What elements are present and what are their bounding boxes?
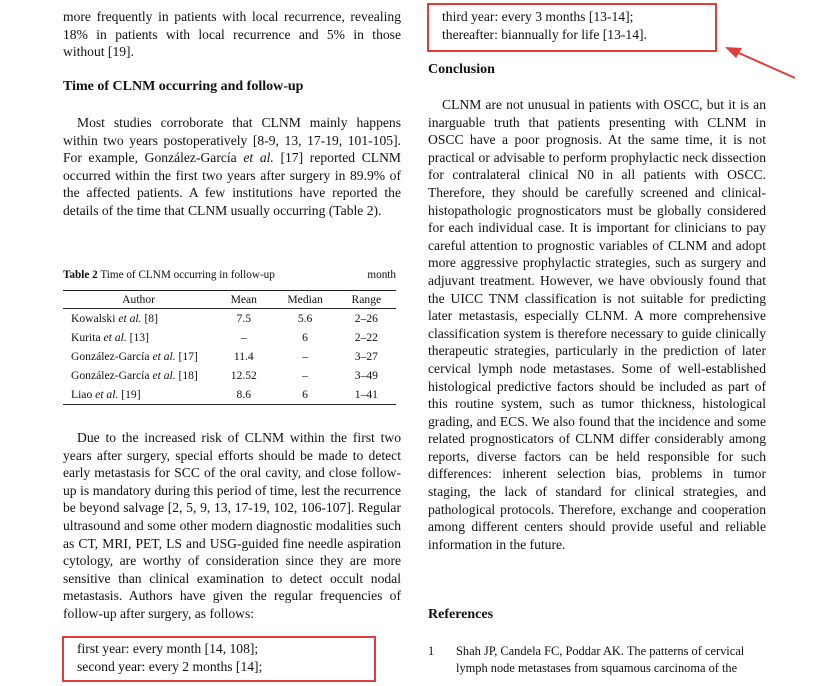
follow-up-second-year: second year: every 2 months [14]; bbox=[77, 659, 263, 674]
table-row bbox=[63, 366, 396, 385]
table-row bbox=[63, 385, 396, 405]
cell-range: 2–22 bbox=[354, 330, 378, 344]
cell-author: Kurita et al. [13] bbox=[71, 330, 149, 344]
reference-text: Shah JP, Candela FC, Poddar AK. The patterns of cervical lymph node metastases from squamous carcinoma of the bbox=[456, 644, 745, 675]
paragraph-clnm-timing bbox=[63, 114, 401, 220]
annotation-arrow-icon bbox=[720, 40, 800, 85]
paragraph-conclusion: CLNM are not unusual in patients with OSCC, but it is an inarguable truth that patients presenting with CLNM in OSCC have a poor prognosis. At the same time, it is not practical or advisable to perform prophylactic neck dissection for contralateral clinical N0 in all patients with OSCC. Therefore, they should be carefully screened and clinical-histopathologic prognosticators must be globally considered for each individual case. It is important for clinicians to pay careful attention to prognostic variables of CLNM and adopt more aggressive prophylactic strategies, such as surgery and adjuvant treatment. However, we have obviously found that the UICC TNM classification is not suitable for predicting later metastasis, especially CLNM. A more comprehensive classification system is therefore necessary to guide clinically therapeutic strategies, particularly in the prediction of later cervical lymph node metastases. Some of well-established histological predictive factors should be included as part of this routine system, such as tumor thickness, histological grading, and ECS. We also found that the incidence and some related prognosticators of CLNM differ considerably among reports, diverse factors can be held responsible for such differences: inherent selection bias, problems in tumor staging, the lack of standard for clinical strategies, and pathological protocols. Therefore, exchange and cooperation among different centers should provide useful and reliable information in the future. bbox=[428, 97, 766, 552]
follow-up-third-year: third year: every 3 months [13-14]; bbox=[442, 9, 634, 24]
cell-median: 6 bbox=[273, 385, 336, 405]
section-heading-conclusion: Conclusion bbox=[428, 62, 495, 77]
cell-median: 5.6 bbox=[297, 311, 313, 325]
section-heading-references: References bbox=[428, 607, 494, 622]
cell-mean: 7.5 bbox=[236, 311, 252, 325]
et-al: et al. bbox=[243, 150, 274, 166]
cell-range: 2–26 bbox=[354, 311, 378, 325]
cell-range: 3–27 bbox=[354, 349, 378, 363]
cell-range: 3–49 bbox=[354, 368, 378, 382]
table-caption bbox=[63, 269, 396, 281]
cell-author: Kowalski et al. [8] bbox=[71, 311, 158, 325]
table-row bbox=[63, 347, 396, 366]
highlight-box-left bbox=[62, 636, 376, 682]
cell-range: 1–41 bbox=[337, 385, 396, 405]
cell-author: Liao et al. [19] bbox=[63, 385, 214, 405]
cell-median: 6 bbox=[302, 330, 308, 344]
table-unit: month bbox=[367, 269, 396, 281]
table-header-row bbox=[63, 291, 396, 309]
follow-up-thereafter: thereafter: biannually for life [13-14]. bbox=[442, 27, 647, 42]
cell-mean: 8.6 bbox=[214, 385, 273, 405]
table-row bbox=[63, 309, 396, 329]
table-caption-text: Time of CLNM occurring in follow-up bbox=[100, 269, 275, 281]
table-label: Table 2 bbox=[63, 269, 98, 281]
cell-median: – bbox=[302, 349, 308, 363]
table-row bbox=[63, 328, 396, 347]
table-2 bbox=[63, 290, 396, 405]
paragraph-recurrence: more frequently in patients with local recurrence, revealing 18% in patients with local recurrence and 5% in those without [19]. bbox=[63, 9, 401, 60]
header-range: Range bbox=[337, 291, 396, 309]
header-author: Author bbox=[63, 291, 214, 309]
reference-number: 1 bbox=[428, 644, 435, 658]
cell-mean: – bbox=[240, 330, 247, 344]
cell-mean: 11.4 bbox=[233, 349, 254, 363]
section-heading-clnm-follow-up: Time of CLNM occurring and follow-up bbox=[63, 79, 304, 94]
paragraph-follow-up: Due to the increased risk of CLNM within the first two years after surgery, special efforts should be made to detect early metastasis for SCC of the oral cavity, and close follow-up is mandatory during this period of time, lest the recurrence be beyond salvage [2, 5, 9, 13, 17-19, 102, 106-107]. Regular ultrasound and some other modern diagnostic modalities such as CT, MRI, PET, LS and USG-guided fine needle aspiration cytology, are worthy of consideration since they are more sensitive than clinical examination to detect occult nodal metastasis. Authors have given the regular frequencies of follow-up after surgery, as follows: bbox=[63, 430, 401, 621]
cell-author: González-García et al. [17] bbox=[71, 349, 198, 363]
follow-up-first-year: first year: every month [14, 108]; bbox=[77, 641, 259, 656]
header-mean: Mean bbox=[214, 291, 273, 309]
cell-median: – bbox=[302, 368, 308, 382]
cell-mean: 12.52 bbox=[230, 368, 257, 382]
paragraph-text: [17] reported CLNM occurred within the first two years after surgery in 89.9% of the affected patients. A few institutions have reported the details of the time that CLNM usually occurring (Table 2). bbox=[63, 150, 402, 218]
paragraph-text: Most studies corroborate that CLNM mainly happens within two years postoperatively [8-9, 13, 17-19, 101-105]. For example, González-García bbox=[63, 115, 401, 166]
header-median: Median bbox=[273, 291, 336, 309]
cell-author: González-García et al. [18] bbox=[71, 368, 198, 382]
highlight-box-right bbox=[427, 3, 717, 52]
